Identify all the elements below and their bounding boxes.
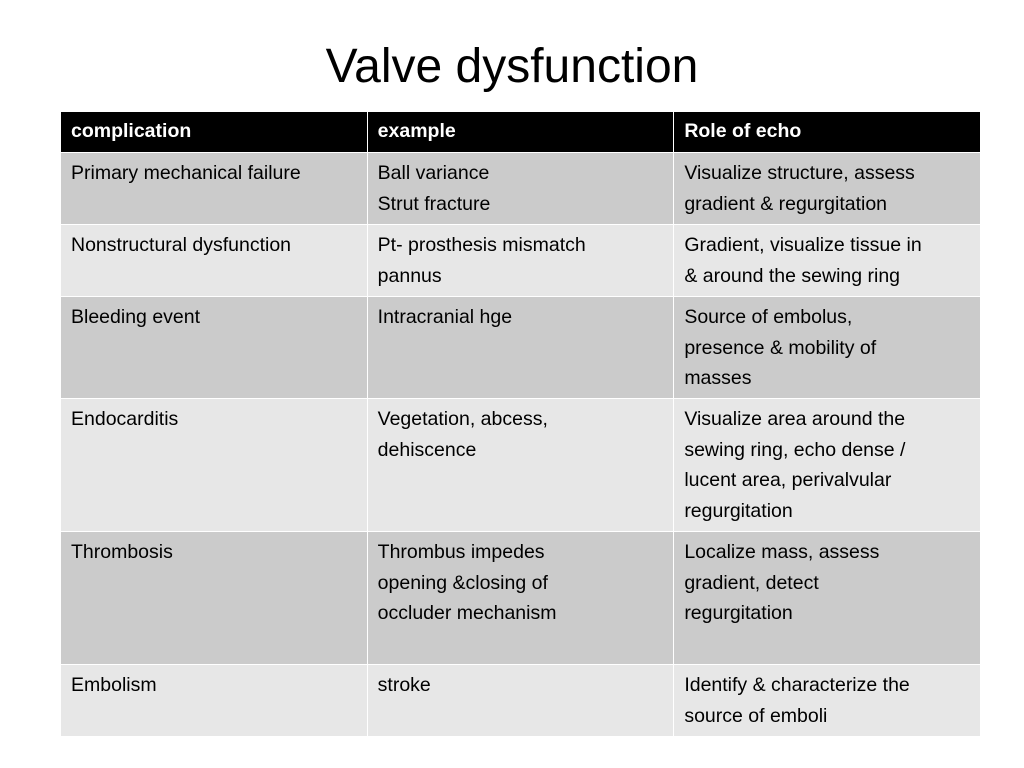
cell-text: & around the sewing ring	[684, 264, 901, 287]
cell-text: Strut fracture	[377, 192, 491, 215]
cell-text: Vegetation, abcess,	[377, 408, 548, 430]
cell-complication	[61, 532, 368, 665]
cell-text: regurgitation	[684, 602, 793, 624]
cell-text: lucent area, perivalvular	[684, 469, 892, 491]
cell-text: regurgitation	[684, 499, 793, 522]
cell-example	[367, 297, 674, 399]
cell-example	[367, 532, 674, 665]
header-role-of-echo: Role of echo	[674, 112, 981, 153]
cell-text: Thrombus impedes	[377, 541, 545, 563]
cell-text: Nonstructural dysfunction	[71, 234, 292, 256]
cell-text: sewing ring, echo dense /	[684, 438, 906, 461]
complications-table	[60, 111, 981, 737]
table-row	[61, 665, 981, 737]
cell-text: Bleeding event	[71, 306, 201, 328]
cell-text: Visualize area around the	[684, 408, 906, 430]
slide-title: Valve dysfunction	[325, 40, 699, 93]
cell-text: Embolism	[71, 674, 157, 696]
table-row	[61, 153, 981, 225]
cell-text: Primary mechanical failure	[71, 162, 301, 184]
cell-example	[367, 665, 674, 737]
cell-text: Identify & characterize the	[684, 674, 910, 696]
cell-text: Ball variance	[377, 162, 490, 184]
table-row	[61, 532, 981, 665]
cell-role	[674, 665, 981, 737]
cell-role	[674, 153, 981, 225]
cell-text: occluder mechanism	[377, 602, 557, 624]
cell-text: Gradient, visualize tissue in	[684, 234, 922, 256]
cell-complication	[61, 297, 368, 399]
cell-text: Visualize structure, assess	[684, 162, 915, 184]
cell-complication	[61, 225, 368, 297]
cell-role	[674, 399, 981, 532]
cell-text: gradient, detect	[684, 571, 819, 594]
cell-text: presence & mobility of	[684, 336, 877, 359]
cell-text: Localize mass, assess	[684, 541, 880, 563]
cell-text: masses	[684, 367, 752, 389]
cell-role	[674, 532, 981, 665]
cell-text: opening &closing of	[377, 571, 548, 594]
cell-example	[367, 153, 674, 225]
header-example: example	[367, 112, 674, 153]
cell-text: Intracranial hge	[377, 306, 513, 328]
cell-text: dehiscence	[377, 438, 477, 461]
cell-role	[674, 225, 981, 297]
table-row	[61, 225, 981, 297]
cell-text: source of emboli	[684, 704, 828, 727]
cell-complication	[61, 399, 368, 532]
cell-text: pannus	[377, 264, 442, 287]
header-complication: complication	[61, 112, 368, 153]
table-row	[61, 399, 981, 532]
cell-text: Pt- prosthesis mismatch	[377, 234, 586, 256]
cell-complication	[61, 153, 368, 225]
cell-text: stroke	[377, 674, 431, 696]
cell-example	[367, 399, 674, 532]
cell-complication	[61, 665, 368, 737]
cell-text: Endocarditis	[71, 408, 179, 430]
cell-text: Source of embolus,	[684, 306, 853, 328]
cell-text: gradient & regurgitation	[684, 192, 888, 215]
cell-example	[367, 225, 674, 297]
table-header-row	[61, 112, 981, 153]
cell-text: Thrombosis	[71, 541, 173, 563]
table-row	[61, 297, 981, 399]
cell-role	[674, 297, 981, 399]
